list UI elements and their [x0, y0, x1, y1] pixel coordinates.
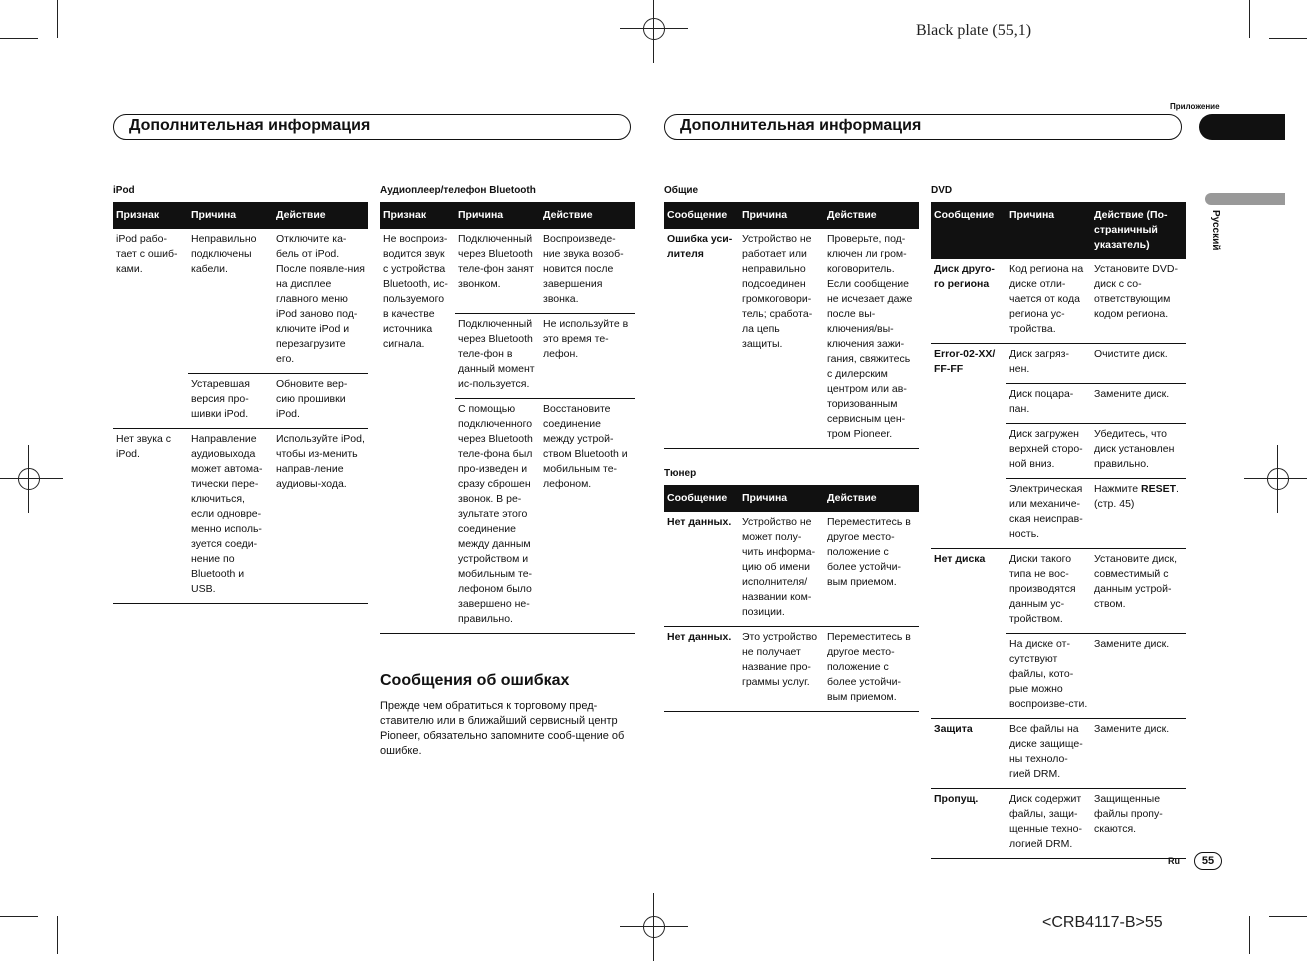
cause-cell: Код региона на диске отли-чается от кода региона ус-тройства.	[1009, 263, 1084, 335]
general-title: Общие	[664, 185, 699, 196]
section-header-right	[664, 114, 1182, 140]
ipod-table	[113, 202, 368, 604]
col-cause: Причина	[1006, 202, 1091, 259]
table-row	[113, 429, 368, 604]
col-action: Действие (По-страничный указатель)	[1091, 202, 1186, 259]
chapter-tab	[1199, 114, 1285, 140]
action-cell	[1091, 479, 1186, 549]
action-cell: Установите DVD-диск с со-ответствующим кодом региона.	[1094, 263, 1178, 320]
action-cell: Убедитесь, что диск установлен правильно.	[1091, 424, 1186, 479]
crop-mark	[0, 916, 38, 917]
symptom-cell: Нет звука с iPod.	[113, 429, 188, 604]
col-message: Сообщение	[931, 202, 1006, 259]
section-header-title: Дополнительная информация	[129, 117, 371, 134]
message-cell: Защита	[931, 719, 1006, 789]
cause-cell: Все файлы на диске защище-ны техноло-гией DRM.	[1006, 719, 1091, 789]
crop-mark	[1249, 916, 1250, 954]
table-row	[931, 549, 1186, 634]
table-row	[380, 229, 635, 314]
action-cell: Обновите вер-сию прошивки iPod.	[273, 374, 368, 429]
action-cell: Проверьте, под-ключен ли гром-коговоритель. Если сообщение не исчезает даже после вы-ключения/вы-ключения зажи-гания, свяжитесь с дилерским центром или ав-торизованным сервисным цен-тром Pioneer.	[827, 233, 913, 440]
plate-label: Black plate (55,1)	[916, 22, 1032, 39]
errors-title: Сообщения об ошибках	[380, 672, 570, 689]
table-row	[931, 259, 1186, 344]
cause-cell: Диск поцара-пан.	[1006, 384, 1091, 424]
cause-cell: Диски такого типа не вос-производятся данным ус-тройством.	[1006, 549, 1091, 634]
bt-table	[380, 202, 635, 634]
col-action: Действие	[540, 202, 635, 229]
dvd-table	[931, 202, 1186, 859]
action-cell: Защищенные файлы пропу-скаются.	[1091, 789, 1186, 859]
action-cell: Переместитесь в другое место-положение с более устойчи-вым приемом.	[827, 516, 911, 588]
cause-cell: Направление аудиовыхода может автома-тически пере-ключиться, если одновре-менно исполь-зуется соеди-нение по Bluetooth и USB.	[188, 429, 273, 604]
errors-body: Прежде чем обратиться к торговому пред-ставителю или в ближайший сервисный центр Pioneer, обязательно запомните сооб-щение об ошибке.	[380, 700, 625, 757]
section-header-left	[113, 114, 631, 140]
crop-mark	[1269, 916, 1307, 917]
ipod-title: iPod	[113, 185, 135, 196]
action-cell: Установите диск, совместимый с данным устрой-ством.	[1091, 549, 1186, 634]
col-cause: Причина	[188, 202, 273, 229]
registration-mark-right	[1258, 459, 1298, 499]
table-row	[664, 512, 919, 627]
col-action: Действие	[824, 202, 919, 229]
dvd-title: DVD	[931, 185, 953, 196]
message-cell: Диск друго-го региона	[934, 263, 995, 290]
cause-cell: С помощью подключенного через Bluetooth теле-фона был про-изведен и сразу сброшен звонок. В ре-зультате этого соединение между данным устройством и мобильным те-лефоном было завершено не-правильно.	[455, 399, 540, 634]
col-action: Действие	[824, 485, 919, 512]
cause-cell: Диск загряз-нен.	[1006, 344, 1091, 384]
action-cell: Используйте iPod, чтобы из-менить направ-ление аудиовы-хода.	[273, 429, 368, 604]
cause-cell: Устаревшая версия про-шивки iPod.	[188, 374, 273, 429]
cause-cell: Подключенный через Bluetooth теле-фон в данный момент ис-пользуется.	[455, 314, 540, 399]
col-action: Действие	[273, 202, 368, 229]
col-cause: Причина	[739, 202, 824, 229]
action-text: Нажмите	[1094, 483, 1141, 495]
message-cell: Error-02-XX/ FF-FF	[931, 344, 1006, 549]
registration-mark-left	[9, 459, 49, 499]
table-row	[931, 344, 1186, 384]
col-message: Сообщение	[664, 485, 739, 512]
cause-cell: Устройство не работает или неправильно подсоединен громкоговори-тель; сработа-ла цепь защиты.	[742, 233, 813, 350]
tuner-title: Тюнер	[664, 468, 697, 479]
action-cell: Воспроизведе-ние звука возоб-новится после завершения звонка.	[543, 233, 624, 305]
crop-mark	[1249, 0, 1250, 38]
general-table	[664, 202, 919, 449]
message-cell: Пропущ.	[931, 789, 1006, 859]
cause-cell: Диск содержит файлы, защи-щенные техно-логией DRM.	[1006, 789, 1091, 859]
table-row	[664, 627, 919, 712]
language-tab	[1205, 193, 1285, 205]
action-cell: Переместитесь в другое место-положение с более устойчи-вым приемом.	[824, 627, 919, 712]
message-cell: Нет данных.	[664, 627, 739, 712]
crop-mark	[57, 0, 58, 38]
registration-mark-top	[634, 9, 674, 49]
table-row	[113, 229, 368, 374]
action-cell: Отключите ка-бель от iPod. После появле-ния на дисплее главного меню iPod заново под-ключите iPod и перезагрузите его.	[276, 233, 365, 365]
symptom-cell: iPod рабо-тает с ошиб-ками.	[116, 233, 178, 275]
reset-key: RESET	[1140, 483, 1176, 495]
language-label: Русский	[1210, 210, 1221, 251]
message-cell: Нет данных.	[667, 516, 732, 528]
crop-mark	[57, 916, 58, 954]
crop-mark	[1269, 38, 1307, 39]
crop-mark	[0, 38, 38, 39]
action-cell: Замените диск.	[1091, 719, 1186, 789]
col-message: Сообщение	[664, 202, 739, 229]
col-symptom: Признак	[380, 202, 455, 229]
cause-cell: Электрическая или механиче-ская неисправ-ность.	[1006, 479, 1091, 549]
table-row	[931, 789, 1186, 859]
bt-title: Аудиоплеер/телефон Bluetooth	[380, 185, 536, 196]
action-cell: Восстановите соединение между устрой-ством Bluetooth и мобильным те-лефоном.	[540, 399, 635, 634]
appendix-label: Приложение	[1170, 102, 1220, 111]
cause-cell: Устройство не может полу-чить информа-цию об имени исполнителя/ названии ком-позиции.	[742, 516, 816, 618]
action-cell: Не используйте в это время те-лефон.	[540, 314, 635, 399]
table-row	[931, 719, 1186, 789]
cause-cell: Неправильно подключены кабели.	[191, 233, 257, 275]
action-cell: Очистите диск.	[1091, 344, 1186, 384]
cause-cell: Диск загружен верхней сторо-ной вниз.	[1006, 424, 1091, 479]
action-cell: Замените диск.	[1091, 384, 1186, 424]
section-header-title: Дополнительная информация	[680, 117, 922, 134]
document-code: <CRB4117-B>55	[1042, 914, 1163, 931]
action-cell: Замените диск.	[1091, 634, 1186, 719]
cause-cell: Это устройство не получает название про-граммы услуг.	[739, 627, 824, 712]
col-symptom: Признак	[113, 202, 188, 229]
symptom-cell: Не воспроиз-водится звук с устройства Bluetooth, ис-пользуемого в качестве источника сигнала.	[383, 233, 448, 350]
page-number: 55	[1194, 852, 1222, 870]
cause-cell: На диске от-сутствуют файлы, кото-рые можно воспроизве-сти.	[1006, 634, 1091, 719]
table-row	[664, 229, 919, 449]
col-cause: Причина	[739, 485, 824, 512]
footer-language: Ru	[1168, 856, 1180, 866]
col-cause: Причина	[455, 202, 540, 229]
registration-mark-bottom	[634, 907, 674, 947]
message-cell: Ошибка уси-лителя	[667, 233, 733, 260]
action-text: . (стр. 45)	[1094, 483, 1179, 510]
cause-cell: Подключенный через Bluetooth теле-фон занят звонком.	[458, 233, 534, 290]
message-cell: Нет диска	[931, 549, 1006, 719]
tuner-table	[664, 485, 919, 712]
